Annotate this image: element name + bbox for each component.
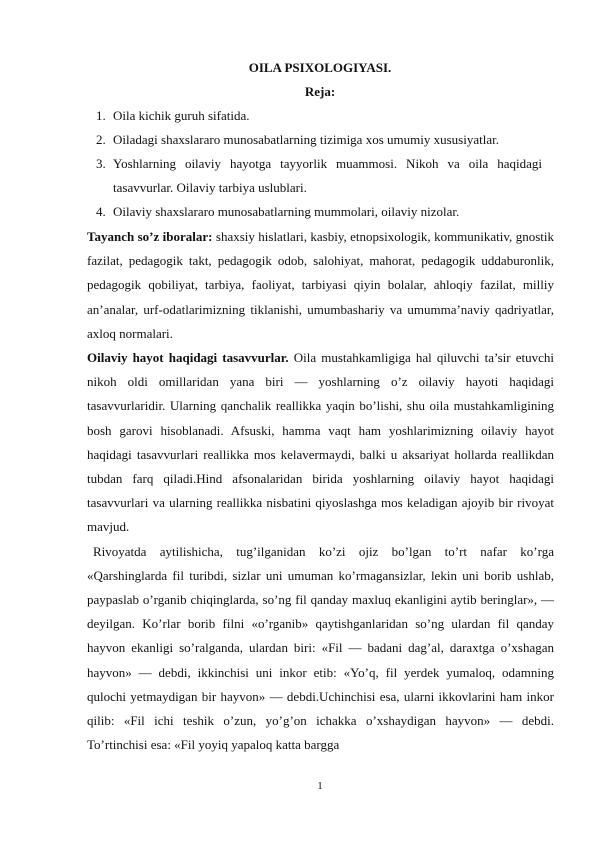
key-terms-paragraph	[87, 225, 554, 346]
plan-heading: Reja:	[304, 84, 336, 99]
plan-item-text: Oiladagi shaxslararo munosabatlarning tizimiga xos umumiy xususiyatlar.	[113, 132, 499, 147]
key-terms-text: shaxsiy hislatlari, kasbiy, etnopsixologik, kommunikativ, gnostik fazilat, pedagogik takt, pedagogik odob, salohiyat, mahorat, pedagogik uddaburonlik, pedagogik qobiliyat, tarbiya, faoliyat, tarbiyasi qiyin bolalar, ahloqiy fazilat, milliy an’analar, urf-odatlarimizning tiklanishi, umumbashariy va umumma’naviy qadriyatlar, axloq normalari.	[87, 229, 554, 341]
plan-item	[0, 152, 596, 200]
plan-item	[0, 128, 596, 152]
document-title: OILA PSIXOLOGIYASI.	[248, 60, 392, 75]
story-paragraph: Rivoyatda aytilishicha, tug’ilganidan ko’zi ojiz bo’lgan to’rt nafar ko’rga «Qarshinglarda fil turibdi, sizlar uni umuman ko’rmagansizlar, lekin uni borib ushlab, paypaslab o’rganib chiqinglarda, so’ng fil qanday maxluq ekanligini aytib beringlar», — deyilgan. Ko’rlar borib filni «o’rganib» qaytishganlaridan so’ng ulardan fil qanday hayvon ekanligi so’ralganda, ulardan biri: «Fil — badani dag’al, daraxtga o’xshagan hayvon» — debdi, ikkinchisi uni inkor etib: «Yo’q, fil yerdek yumaloq, odamning qulochi yetmaydigan bir hayvon» — debdi.Uchinchisi esa, ularni ikkovlarini ham inkor qilib: «Fil ichi teshik o’zun, yo’g’on ichakka o’xshaydigan hayvon» — debdi. To’rtinchisi esa: «Fil yoyiq yapaloq katta bargga	[87, 543, 554, 753]
plan-item-number: 2.	[96, 132, 106, 147]
plan-item	[0, 104, 596, 128]
key-terms-label: Tayanch so’z iboralar:	[87, 229, 213, 244]
plan-item-text: Oila kichik guruh sifatida.	[113, 108, 250, 123]
section-text: Oila mustahkamligiga hal qiluvchi ta’sir etuvchi nikoh oldi omillaridan yana biri — yoshlarning o’z oilaviy hayoti haqidagi tasavvurlaridir. Ularning qanchalik reallikka yaqin bo’lishi, shu oila mustahkamligining bosh garovi hisoblanadi. Afsuski, hamma vaqt ham yoshlarimizning oilaviy hayot haqidagi tasavvurlari reallikka mos kelavermaydi, balki u aksariyat hollarda reallikdan tubdan farq qiladi.Hind afsonalaridan birida yoshlarning oilaviy hayot haqidagi tasavvurlari va ularning reallikka nisbatini qiyoslashga mos keladigan ajoyib bir rivoyat mavjud.	[87, 350, 554, 535]
plan-item-text: Oilaviy shaxslararo munosabatlarning mummolari, oilaviy nizolar.	[113, 204, 460, 219]
page-number: 1	[317, 780, 323, 792]
plan-item-text: Yoshlarning oilaviy hayotga tayyorlik muammosi. Nikoh va oila haqidagi tasavvurlar. Oilaviy tarbiya uslublari.	[113, 156, 542, 195]
document-body	[87, 225, 554, 757]
plan-item-number: 1.	[96, 108, 106, 123]
plan-item-number: 4.	[96, 204, 106, 219]
section-label: Oilaviy hayot haqidagi tasavvurlar.	[87, 350, 289, 366]
plan-list	[0, 104, 596, 224]
section-paragraph	[87, 346, 554, 540]
plan-item	[0, 200, 596, 224]
plan-item-number: 3.	[96, 156, 106, 171]
